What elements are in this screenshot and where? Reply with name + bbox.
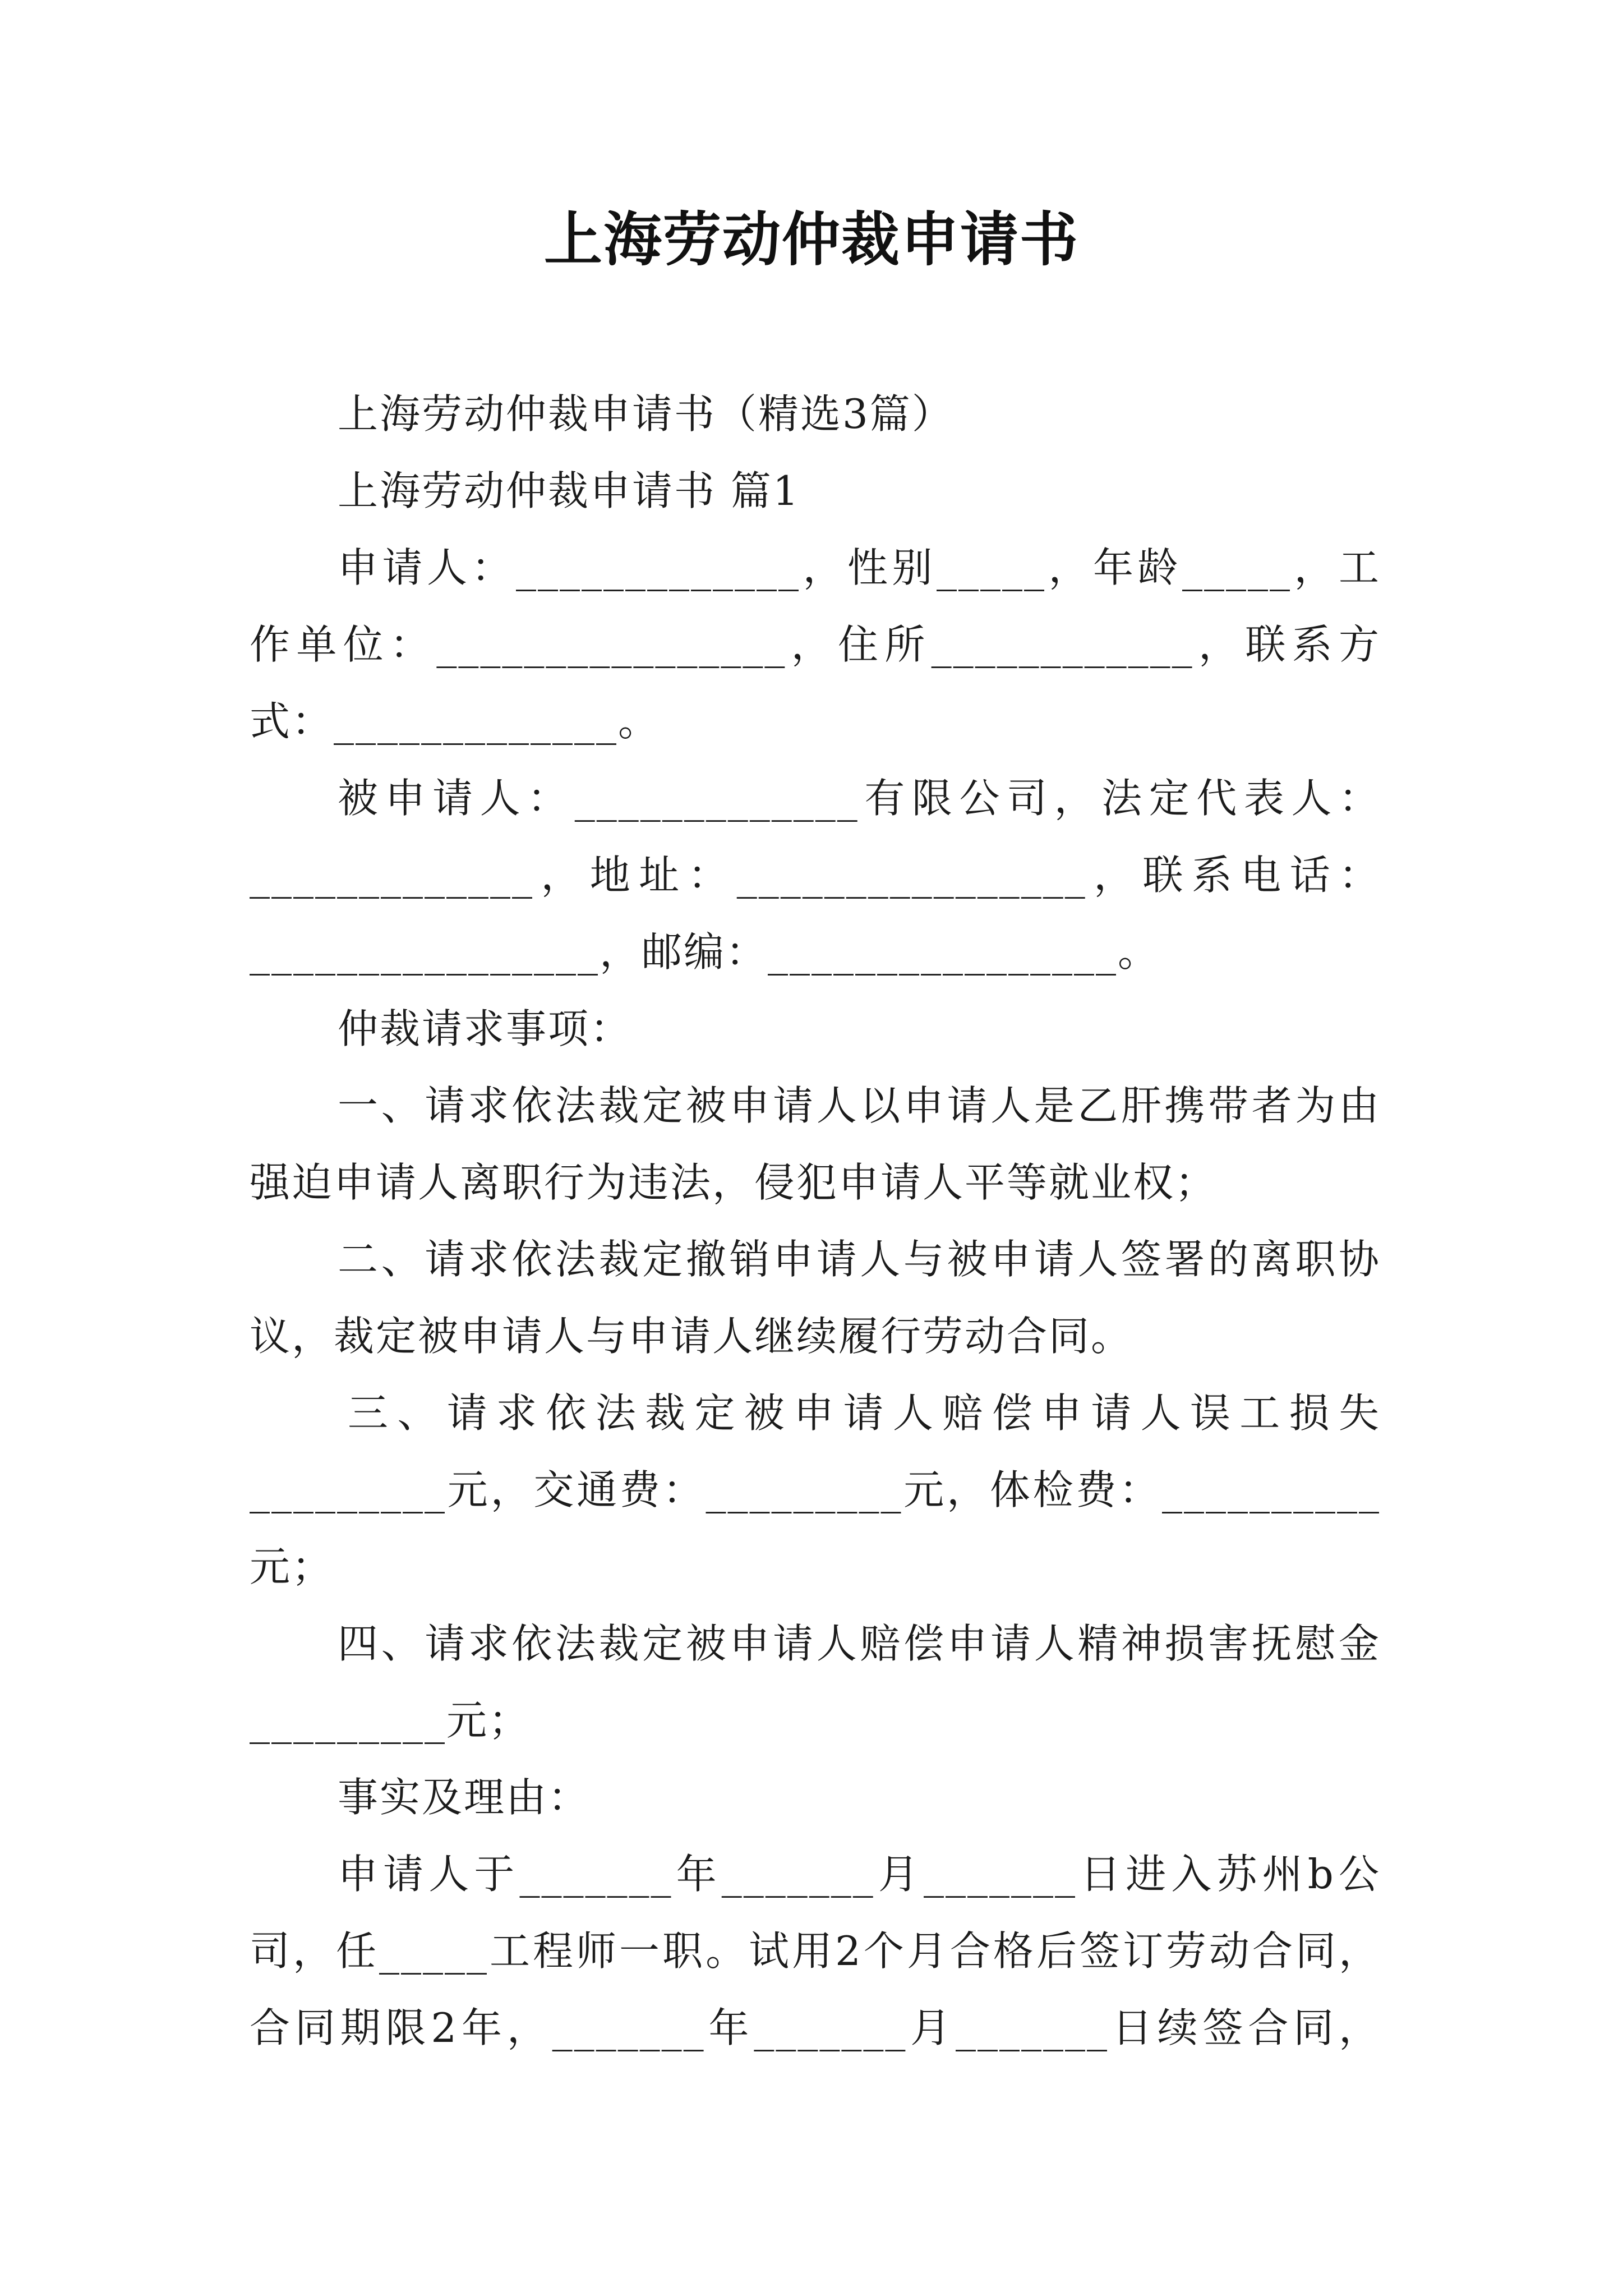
collection-heading [250, 376, 1381, 453]
respondent-line: 被申请人：_____________有限公司，法定代表人： [338, 775, 1381, 822]
applicant-line: 申请人：_____________，性别_____，年龄_____，工 [338, 544, 1381, 591]
collection-heading-line: 上海劳动仲裁申请书（精选3篇） [338, 390, 954, 438]
claim-2-line: 二、请求依法裁定撤销申请人与被申请人签署的离职协 [338, 1236, 1381, 1283]
applicant-paragraph [250, 530, 1381, 760]
facts-line: 合同期限2年，_______年_______月_______日续签合同， [250, 2004, 1381, 2051]
claim-1-line: 强迫申请人离职行为违法，侵犯申请人平等就业权； [250, 1159, 1218, 1206]
claim-4-line: 四、请求依法裁定被申请人赔偿申请人精神损害抚慰金 [338, 1620, 1381, 1667]
facts-heading-line: 事实及理由： [338, 1774, 591, 1821]
facts-heading [250, 1759, 1381, 1836]
facts-line: 司，任_____工程师一职。试用2个月合格后签订劳动合同， [250, 1927, 1381, 1975]
claim-2-paragraph [250, 1221, 1381, 1375]
article-heading [250, 453, 1381, 530]
claim-3-line: 三、请求依法裁定被申请人赔偿申请人误工损失 [348, 1389, 1381, 1437]
claim-3-line: _________元，交通费：_________元，体检费：__________ [250, 1466, 1381, 1513]
claims-heading-line: 仲裁请求事项： [338, 1005, 633, 1052]
claim-4-line: _________元； [250, 1697, 531, 1744]
applicant-line: 式：_____________。 [250, 698, 661, 745]
respondent-line: _____________，地址：________________，联系电话： [250, 852, 1381, 899]
respondent-paragraph [250, 760, 1381, 991]
claims-heading [250, 991, 1381, 1068]
claim-1-line: 一、请求依法裁定被申请人以申请人是乙肝携带者为由 [338, 1082, 1381, 1129]
applicant-line: 作单位：________________，住所____________，联系方 [250, 621, 1381, 668]
respondent-line: ________________，邮编：________________。 [250, 928, 1160, 976]
claim-2-line: 议，裁定被申请人与申请人继续履行劳动合同。 [250, 1313, 1133, 1360]
document-body [250, 376, 1381, 2067]
claim-4-paragraph [250, 1605, 1381, 1759]
facts-paragraph [250, 1836, 1381, 2067]
facts-line: 申请人于_______年_______月_______日进入苏州b公 [338, 1851, 1381, 1898]
claim-3-line: 元； [250, 1543, 334, 1590]
article-heading-line: 上海劳动仲裁申请书 篇1 [338, 467, 800, 514]
document-title: 上海劳动仲裁申请书 [543, 205, 1079, 274]
claim-1-paragraph [250, 1068, 1381, 1221]
claim-3-paragraph [250, 1375, 1381, 1605]
